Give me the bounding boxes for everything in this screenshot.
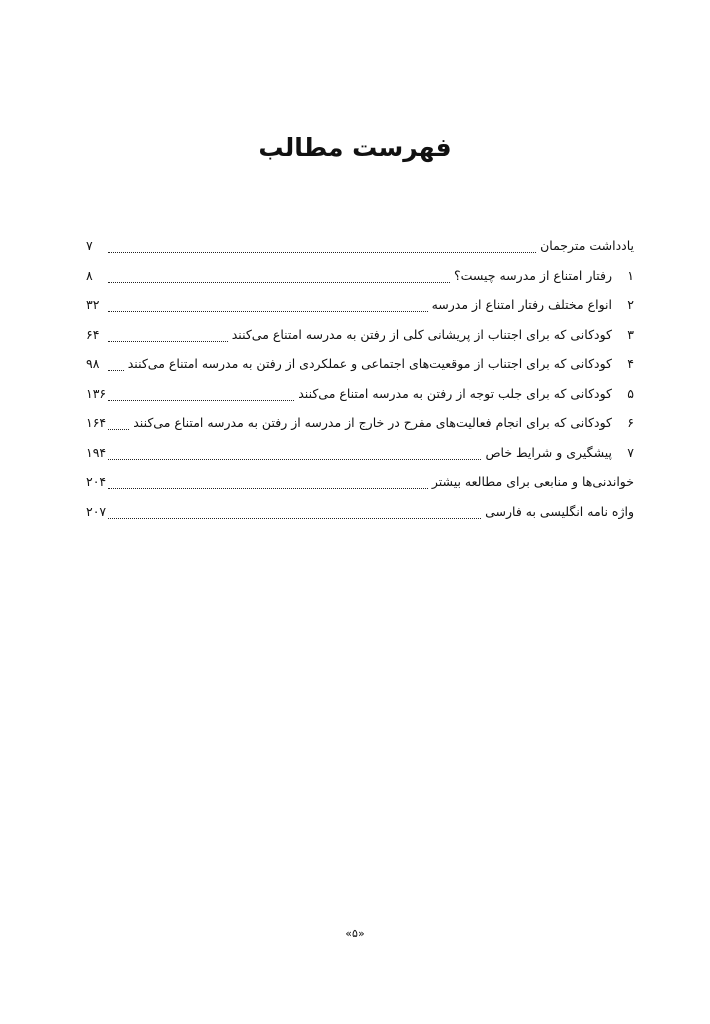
toc-entry [86,379,634,409]
toc-entry [86,497,634,527]
toc-entry-title: کودکانی که برای جلب توجه از رفتن به مدرسه امتناع می‌کنند [298,385,612,401]
toc-entry [86,349,634,379]
table-of-contents [86,231,634,526]
toc-entry-page: ۶۴ [86,326,100,342]
toc-entry [86,231,634,261]
toc-entry-title: انواع مختلف رفتار امتناع از مدرسه [431,297,612,312]
toc-entry-number: ۴ [627,356,634,371]
toc-entry [86,320,634,350]
toc-entry-page: ۷ [86,238,93,253]
page-number: «۵» [345,927,365,940]
toc-entry-number: ۳ [627,326,634,342]
toc-entry-title: خواندنی‌ها و منابعی برای مطالعه بیشتر [431,474,634,489]
toc-entry [86,467,634,497]
toc-entry-title: کودکانی که برای اجتناب از پریشانی کلی از رفتن به مدرسه امتناع می‌کنند [231,326,612,342]
toc-entry-page: ۹۸ [86,356,100,371]
toc-dot-leader [108,419,129,430]
toc-dot-leader [108,301,428,312]
toc-dot-leader [108,331,228,342]
toc-entry-page: ۲۰۴ [86,474,107,489]
toc-entry-number: ۲ [627,297,634,312]
toc-entry-title: واژه نامه انگلیسی به فارسی [485,503,634,519]
toc-entry-number: ۵ [627,385,634,401]
toc-entry-page: ۲۰۷ [86,503,107,519]
toc-entry-page: ۳۲ [86,297,100,312]
toc-dot-leader [108,449,481,460]
toc-entry-number: ۶ [627,415,634,430]
toc-entry-page: ۱۳۶ [86,385,107,401]
toc-dot-leader [108,508,481,519]
toc-dot-leader [108,390,294,401]
toc-entry-page: ۸ [86,267,93,283]
toc-entry-title: رفتار امتناع از مدرسه چیست؟ [453,267,612,283]
toc-dot-leader [108,272,450,283]
toc-dot-leader [108,242,536,253]
toc-entry [86,408,634,438]
toc-dot-leader [108,478,428,489]
toc-dot-leader [108,360,124,371]
page-title: فهرست مطالب [258,133,452,162]
toc-entry [86,438,634,468]
toc-entry [86,261,634,291]
toc-entry-number: ۱ [627,267,634,283]
toc-entry-title: پیشگیری و شرایط خاص [485,444,612,460]
toc-entry-title: کودکانی که برای انجام فعالیت‌های مفرح در خارج از مدرسه از رفتن به مدرسه امتناع می‌کنند [133,415,612,430]
toc-entry [86,290,634,320]
toc-entry-title: یادداشت مترجمان [540,238,634,253]
toc-entry-title: کودکانی که برای اجتناب از موقعیت‌های اجتماعی و عملکردی از رفتن به مدرسه امتناع می‌کنند [127,356,612,371]
toc-entry-number: ۷ [627,444,634,460]
toc-entry-page: ۱۹۴ [86,444,107,460]
toc-entry-page: ۱۶۴ [86,415,107,430]
